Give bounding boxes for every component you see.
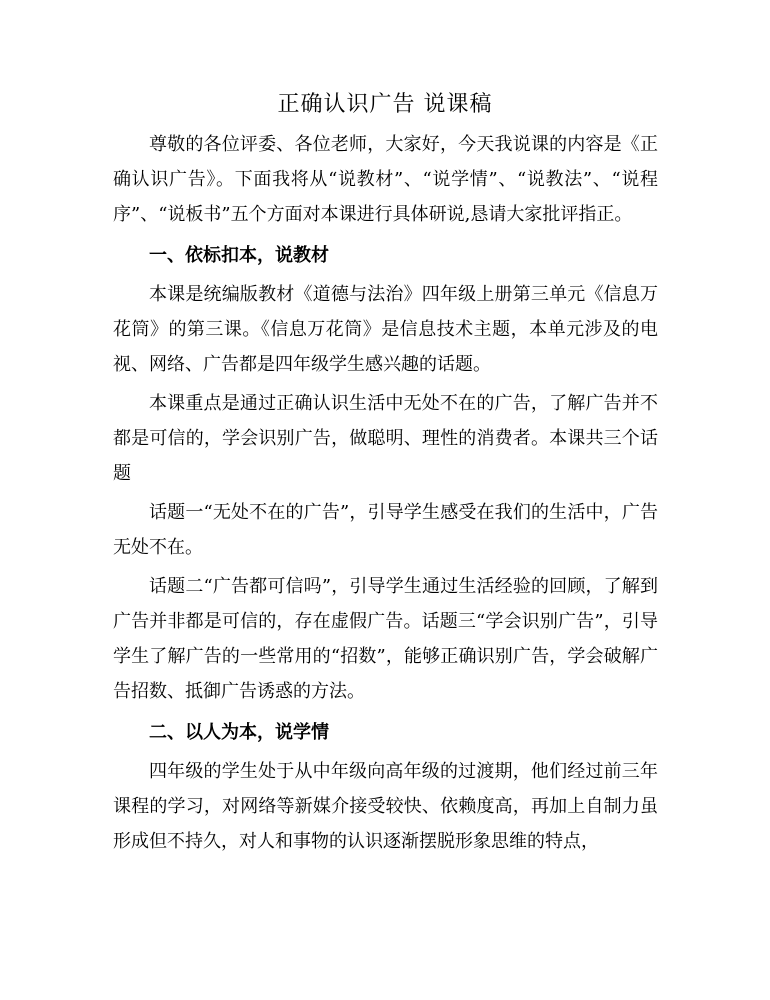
topic-one-paragraph: 话题一“无处不在的广告”，引导学生感受在我们的生活中，广告无处不在。: [113, 502, 658, 558]
section-heading-textbook: 一、依标扣本，说教材: [149, 245, 329, 266]
document-body: [113, 127, 658, 859]
topic-two-three-paragraph: 话题二“广告都可信吗”，引导学生通过生活经验的回顾，了解到广告并非都是可信的，存在虚假广告。话题三“学会识别广告”，引导学生了解广告的一些常用的“招数”，能够正确识别广告，学会破解广告招数、抵御广告诱惑的方法。: [113, 576, 658, 702]
textbook-paragraph-1: 本课是统编版教材《道德与法治》四年级上册第三单元《信息万花筒》的第三课。《信息万花筒》是信息技术主题，本单元涉及的电视、网络、广告都是四年级学生感兴趣的话题。: [113, 284, 658, 375]
document-title: 正确认识广告 说课稿: [277, 92, 493, 117]
section-heading-students: 二、以人为本，说学情: [149, 722, 329, 743]
textbook-paragraph-2: 本课重点是通过正确认识生活中无处不在的广告，了解广告并不都是可信的，学会识别广告，做聪明、理性的消费者。本课共三个话题: [113, 393, 658, 484]
intro-paragraph: 尊敬的各位评委、各位老师，大家好，今天我说课的内容是《正确认识广告》。下面我将从“说教材”、“说学情”、“说教法”、“说程序”、“说板书”五个方面对本课进行具体研说,恳请大家批评指正。: [113, 134, 658, 225]
students-paragraph: 四年级的学生处于从中年级向高年级的过渡期，他们经过前三年课程的学习，对网络等新媒介接受较快、依赖度高，再加上自制力虽形成但不持久，对人和事物的认识逐渐摆脱形象思维的特点，: [113, 761, 658, 852]
